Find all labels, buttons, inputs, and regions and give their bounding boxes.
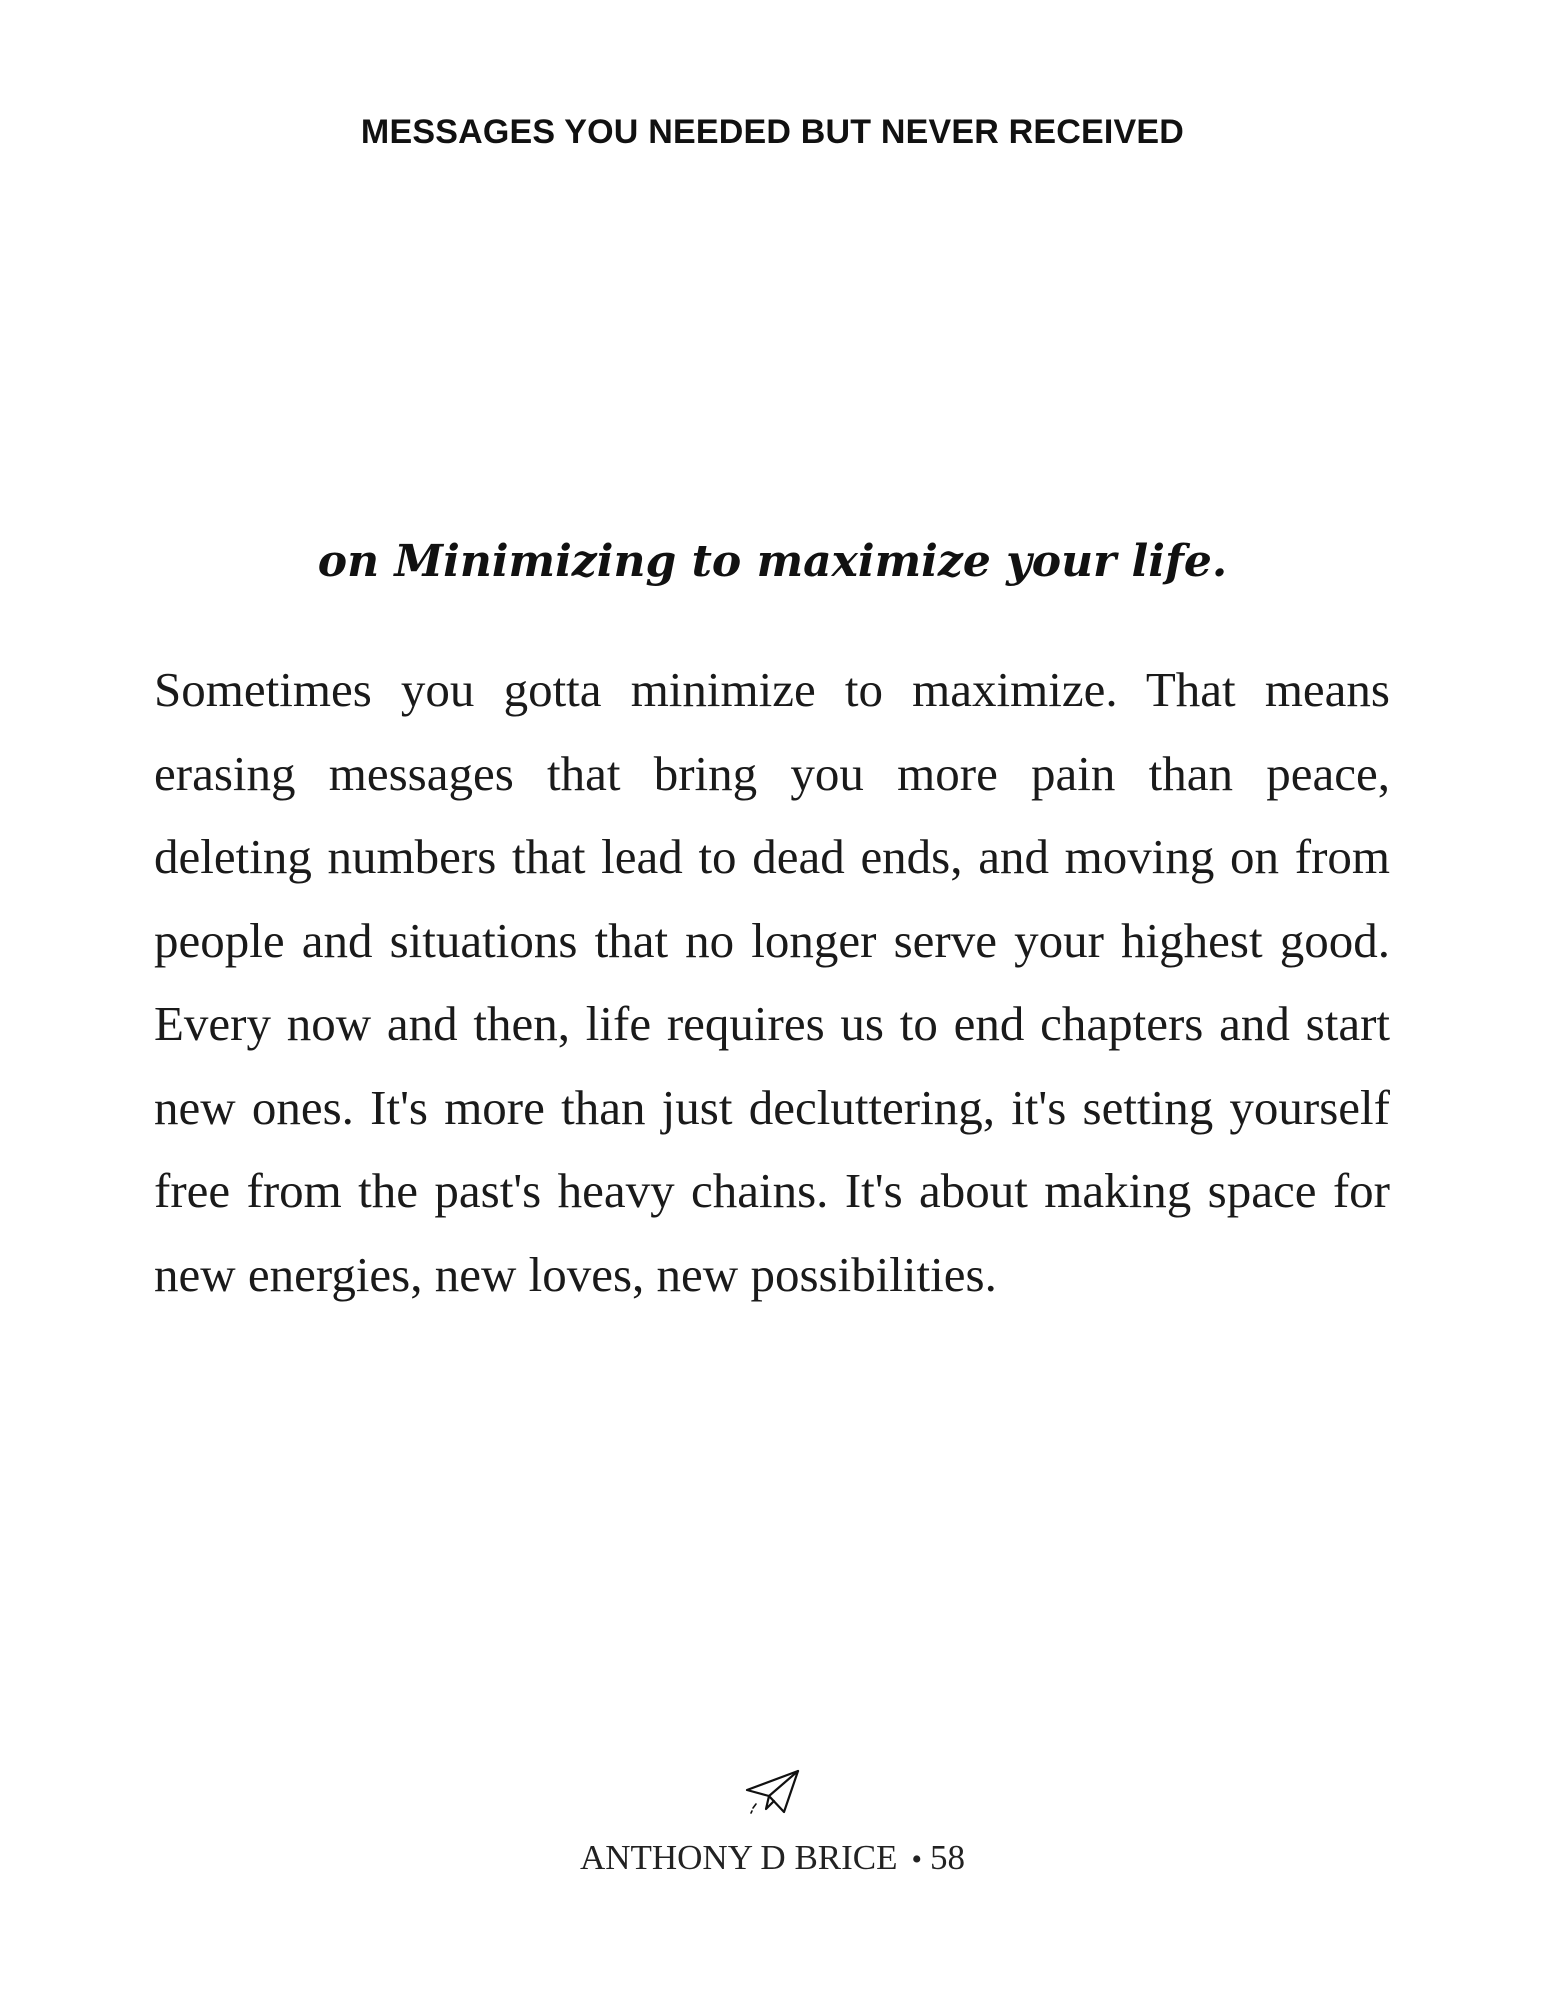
- body-paragraph: Sometimes you gotta minimize to maximize. That means erasing messages that bring you more pain than peace, deleting numbers that lead to dead ends, and moving on from people and situations that no longer serve your highest good. Every now and then, life requires us to end chapters and start new ones. It's more than just decluttering, it's setting yourself free from the past's heavy chains. It's about making space for new energies, new loves, new possibilities.: [154, 662, 1390, 1302]
- page-number: 58: [930, 1838, 966, 1877]
- paper-plane-icon: [744, 1768, 802, 1818]
- footer-separator: •: [911, 1843, 923, 1876]
- author-name: ANTHONY D BRICE: [579, 1838, 898, 1877]
- section-title: on Minimizing to maximize your life.: [317, 536, 1228, 587]
- page-footer: [0, 1836, 1545, 1882]
- running-header: MESSAGES YOU NEEDED BUT NEVER RECEIVED: [360, 113, 1185, 151]
